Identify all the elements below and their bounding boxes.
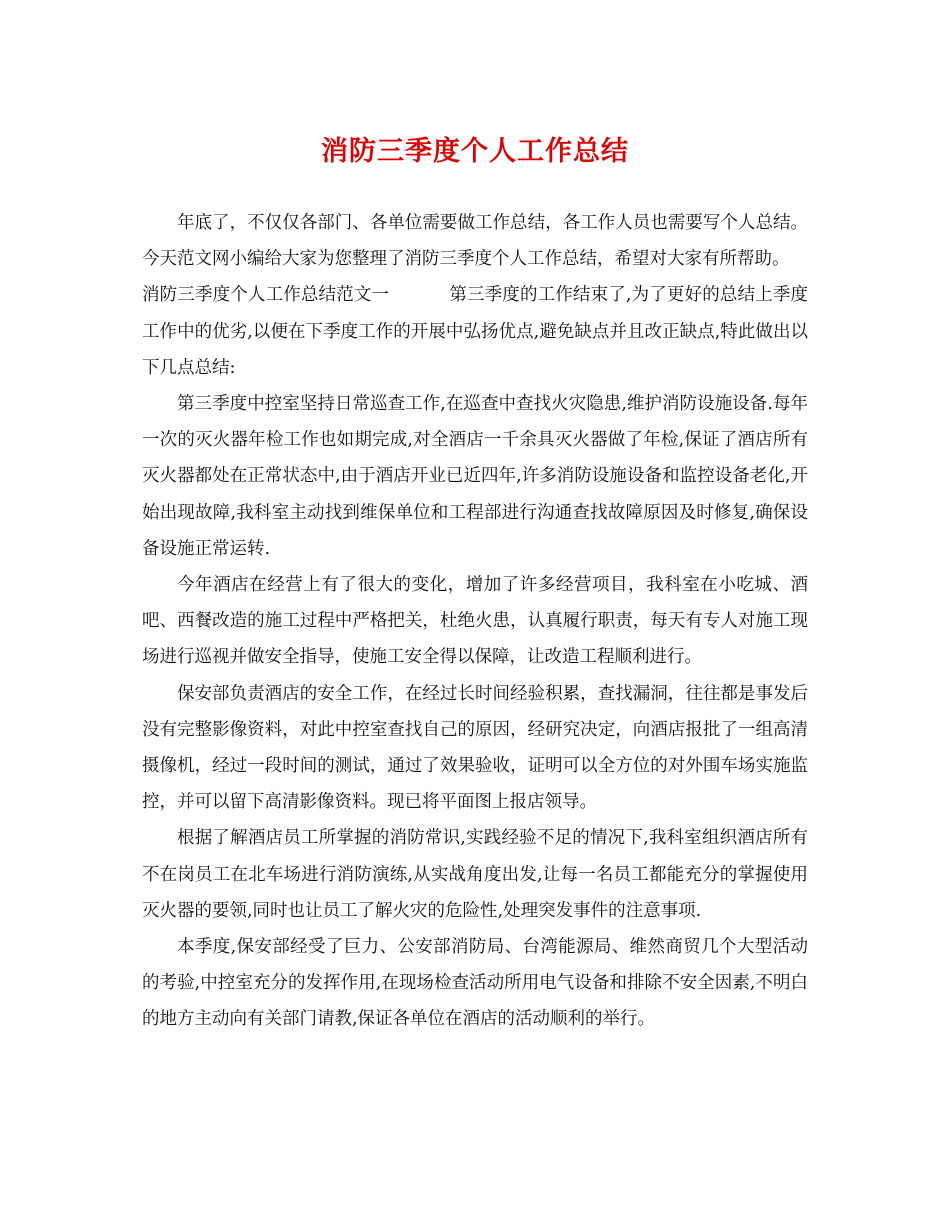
- sample-opening: 第三季度的工作结束了,为了更好的总结上季度工作中的优劣,以便在下季度工作的开展中弘扬优点,避免缺点并且改正缺点,特此做出以下几点总结:: [142, 285, 809, 378]
- body-paragraph: 根据了解酒店员工所掌握的消防常识,实践经验不足的情况下,我科室组织酒店所有不在岗员工在北车场进行消防演练,从实战角度出发,让每一名员工都能充分的掌握使用灭火器的要领,同时也让员工了解火灾的危险性,处理突发事件的注意事项.: [142, 828, 808, 921]
- sample-heading: 消防三季度个人工作总结范文一: [142, 285, 390, 306]
- document-body: [142, 205, 808, 1038]
- body-paragraph: 本季度,保安部经受了巨力、公安部消防局、台湾能源局、维然商贸几个大型活动的考验,中控室充分的发挥作用,在现场检查活动所用电气设备和排除不安全因素,不明白的地方主动向有关部门请教,保证各单位在酒店的活动顺利的举行。: [142, 937, 808, 1030]
- body-paragraph: 今年酒店在经营上有了很大的变化，增加了许多经营项目，我科室在小吃城、酒吧、西餐改造的施工过程中严格把关，杜绝火患，认真履行职责，每天有专人对施工现场进行巡视并做安全指导，使施工安全得以保障，让改造工程顺利进行。: [142, 575, 808, 668]
- document-title: 消防三季度个人工作总结: [321, 136, 629, 167]
- body-paragraph: 第三季度中控室坚持日常巡查工作,在巡查中查找火灾隐患,维护消防设施设备.每年一次的灭火器年检工作也如期完成,对全酒店一千余具灭火器做了年检,保证了酒店所有灭火器都处在正常状态中,由于酒店开业已近四年,许多消防设施设备和监控设备老化,开始出现故障,我科室主动找到维保单位和工程部进行沟通查找故障原因及时修复,确保设备设施正常运转.: [142, 394, 808, 559]
- intro-paragraph: 年底了，不仅仅各部门、各单位需要做工作总结，各工作人员也需要写个人总结。今天范文网小编给大家为您整理了消防三季度个人工作总结，希望对大家有所帮助。: [142, 213, 808, 270]
- sample-heading-paragraph: [142, 277, 808, 386]
- body-paragraph: 保安部负责酒店的安全工作，在经过长时间经验积累，查找漏洞，往往都是事发后没有完整影像资料，对此中控室查找自己的原因，经研究决定，向酒店报批了一组高清摄像机，经过一段时间的测试，通过了效果验收，证明可以全方位的对外围车场实施监控，并可以留下高清影像资料。现已将平面图上报店领导。: [142, 683, 808, 813]
